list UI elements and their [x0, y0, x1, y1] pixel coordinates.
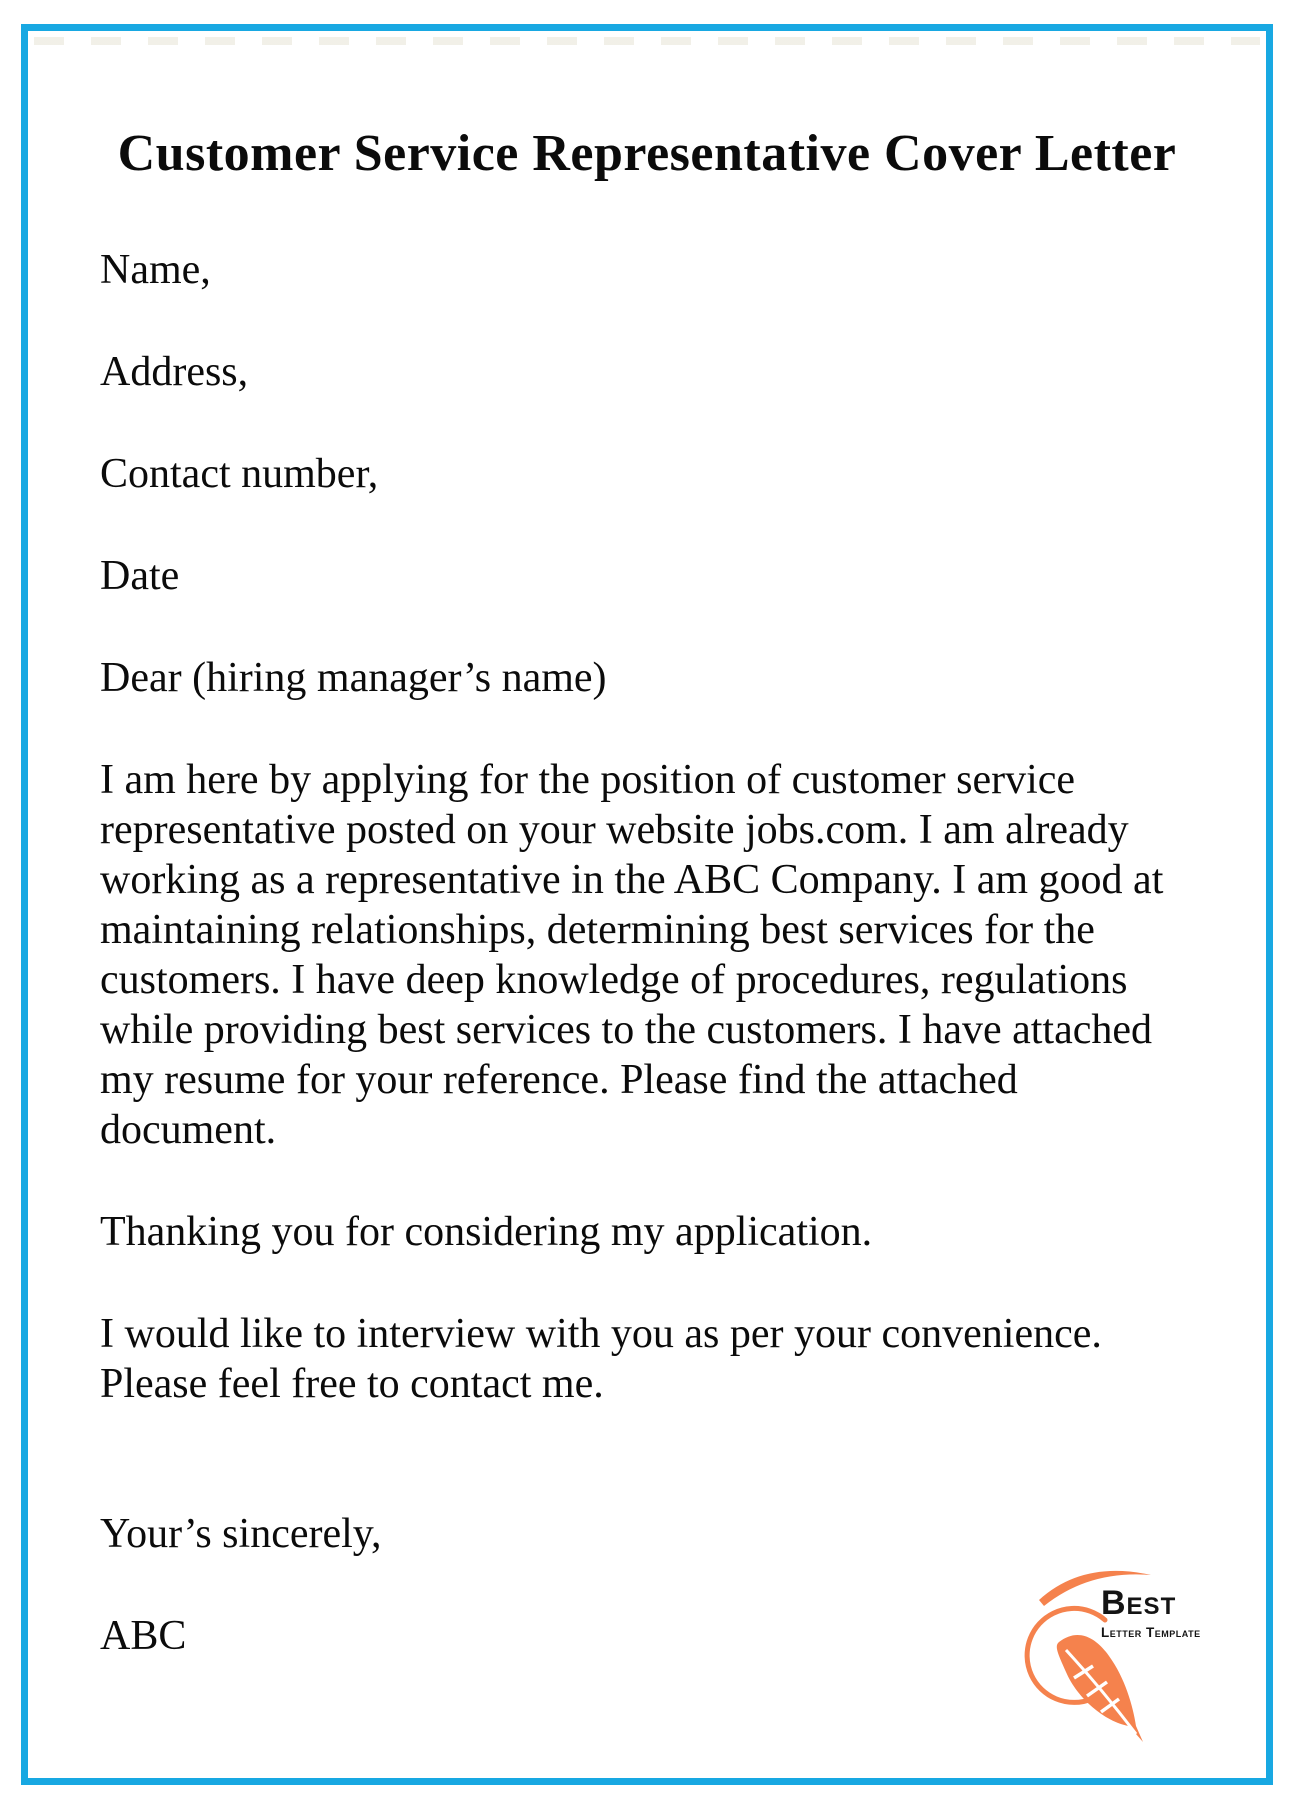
logo-brand-label: Best	[1101, 1584, 1177, 1622]
sender-name-line: Name,	[100, 247, 211, 293]
body-paragraph-3: I would like to interview with you as per your convenience. Please feel free to contact me.	[100, 1311, 1102, 1407]
signature: ABC	[100, 1613, 187, 1659]
faint-dashed-line	[34, 37, 1260, 45]
letter-page	[21, 24, 1273, 1785]
sender-date-line: Date	[100, 553, 180, 599]
logo-text	[1101, 1586, 1201, 1640]
letter-body	[28, 245, 1266, 1661]
sender-address-line: Address,	[100, 349, 249, 395]
closing-line: Your’s sincerely,	[100, 1511, 382, 1557]
sender-contact-line: Contact number,	[100, 451, 379, 497]
brand-logo	[1013, 1560, 1218, 1752]
salutation: Dear (hiring manager’s name)	[100, 655, 607, 701]
body-paragraph-2: Thanking you for considering my application.	[100, 1209, 873, 1255]
body-paragraph-1: I am here by applying for the position of customer service representative posted on your website jobs.com. I am already working as a representative in the ABC Company. I am good at maintaining relationships, determining best services for the customers. I have deep knowledge of procedures, regulations while providing best services to the customers. I have attached my resume for your reference. Please find the attached document.	[100, 757, 1164, 1153]
logo-tagline-label: Letter Template	[1101, 1625, 1201, 1640]
page-title: Customer Service Representative Cover Letter	[117, 125, 1177, 182]
